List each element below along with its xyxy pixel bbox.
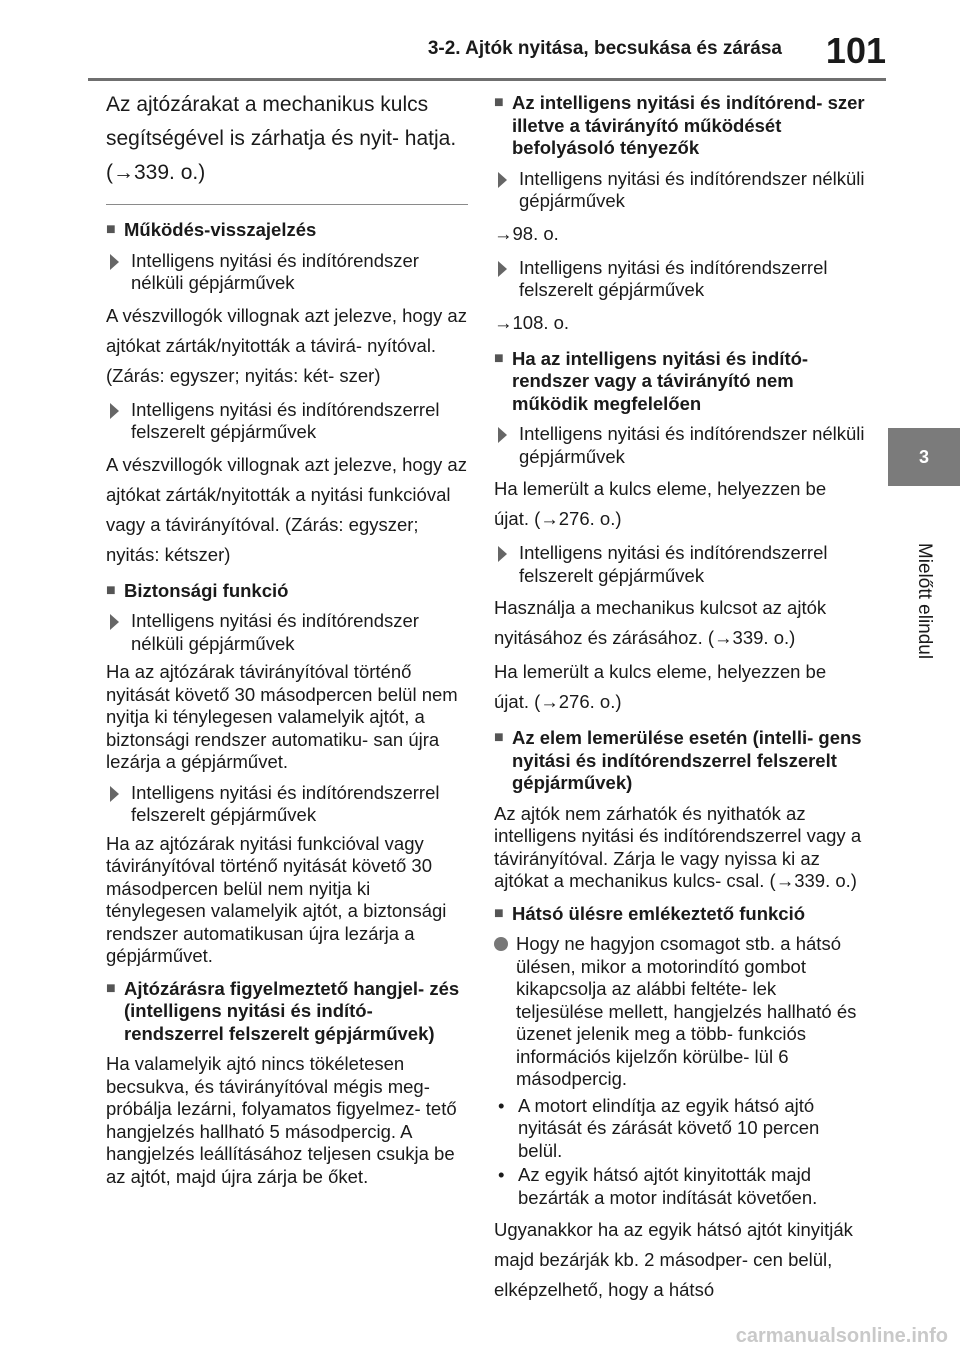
square-icon: ■ [106, 581, 116, 599]
paragraph: A vészvillogók villognak azt jelezve, hogy az ajtókat zárták/nyitották a távirá- nyítóval. (Zárás: egyszer; nyitás: két- szer) [106, 304, 467, 386]
chapter-label-text: Mielőtt elindul [914, 542, 936, 660]
triangle-right-icon [498, 261, 507, 277]
paragraph: Ugyanakkor ha az egyik hátsó ajtót kinyitják majd bezárják kb. 2 másodper- cen belül, elképzelhető, hogy a hátsó [494, 1219, 853, 1300]
page-reference[interactable]: →108. o. [494, 311, 570, 333]
paragraph: A vészvillogók villognak azt jelezve, hogy az ajtókat zárták/nyitották a nyitási funkcióval vagy a távirányítóval. (Zárás: egyszer; nyitás: kétszer) [106, 453, 467, 565]
section-heading: ■ Ha az intelligens nyitási és indító- rendszer vagy a távirányító nem működik megfelelően [494, 347, 809, 414]
subheading: Intelligens nyitási és indítórendszer nélküli gépjárművek [106, 610, 468, 655]
triangle-right-icon [110, 403, 119, 419]
chapter-number: 3 [918, 446, 929, 467]
right-column [494, 88, 866, 1309]
square-icon: ■ [494, 904, 504, 922]
paragraph: Ha valamelyik ajtó nincs tökéletesen becsukva, és távirányítóval mégis meg- próbálja lezárni, folyamatos figyelmez- tető hangjelzés hallható 5 másodpercig. A hangjelzés leállításához teljesen csukja be az ajtót, majd újra zárja be őket. [106, 1053, 457, 1187]
chapter-label [888, 496, 960, 706]
subheading: Intelligens nyitási és indítórendszer nélküli gépjárművek [494, 168, 866, 213]
section-heading: ■ Ajtózárásra figyelmeztető hangjel- zés (intelligens nyitási és indító- rendszerrel felszerelt gépjárművek) [106, 977, 460, 1044]
intro-text: Az ajtózárakat a mechanikus kulcs segítségével is zárhatja és nyit- hatja. (→339. o.) [106, 93, 457, 184]
paragraph: Az ajtók nem zárhatók és nyithatók az intelligens nyitási és indítórendszerrel vagy a távirányítóval. Zárja le vagy nyissa ki az ajtókat a mechanikus kulcs- csal. (→339. o.) [494, 802, 862, 891]
triangle-right-icon [110, 786, 119, 802]
section-heading: ■ Biztonsági funkció [106, 579, 289, 601]
subheading: Intelligens nyitási és indítórendszerrel felszerelt gépjárművek [106, 782, 468, 827]
left-column [106, 88, 468, 1194]
page-number: 101 [825, 30, 886, 71]
triangle-right-icon [498, 427, 507, 443]
subheading: Intelligens nyitási és indítórendszerrel felszerelt gépjárművek [106, 399, 468, 444]
list-item: • A motort elindítja az egyik hátsó ajtó nyitását és zárását követő 10 percen belül. [494, 1095, 866, 1163]
triangle-right-icon [498, 546, 507, 562]
paragraph: Ha az ajtózárak nyitási funkcióval vagy távirányítóval történő nyitását követő 30 másodpercen belül nem nyitja ki ténylegesen valamelyik ajtót, a biztonsági rendszer automatikusan újra lezárja a gépjárművet. [106, 832, 447, 966]
circle-bullet-icon [494, 937, 508, 951]
watermark: carmanualsonline.info [735, 1325, 948, 1347]
square-icon: ■ [494, 94, 504, 111]
square-icon: ■ [106, 979, 116, 997]
paragraph: Ha lemerült a kulcs eleme, helyezzen be újat. (→276. o.) [494, 661, 827, 712]
dot-marker: • [498, 1094, 505, 1116]
intro-divider [106, 204, 468, 205]
section-heading: ■ Az intelligens nyitási és indítórend- szer illetve a távirányító működését befolyásoló tényezők [494, 92, 865, 158]
section-title: 3-2. Ajtók nyitása, becsukása és zárása [427, 38, 782, 59]
paragraph: Használja a mechanikus kulcsot az ajtók nyitásához és zárásához. (→339. o.) [494, 597, 827, 648]
subheading: Intelligens nyitási és indítórendszerrel felszerelt gépjárművek [494, 257, 866, 302]
square-icon: ■ [494, 729, 504, 746]
paragraph: Ha lemerült a kulcs eleme, helyezzen be újat. (→276. o.) [494, 478, 827, 529]
square-icon: ■ [106, 221, 116, 238]
section-heading: ■ Az elem lemerülése esetén (intelli- gens nyitási és indítórendszerrel felszerelt gépjárművek) [494, 727, 862, 793]
section-heading: ■ Hátsó ülésre emlékeztető funkció [494, 902, 806, 924]
section-heading: ■ Működés-visszajelzés [106, 219, 317, 240]
chapter-tab[interactable] [888, 428, 960, 486]
triangle-right-icon [110, 254, 119, 270]
header-rule [88, 78, 886, 81]
triangle-right-icon [110, 614, 119, 630]
list-item: Hogy ne hagyjon csomagot stb. a hátsó ülésen, mikor a motorindító gombot kikapcsolja az alábbi feltéte- lek teljesülése mellett, hangjelzés hallható és üzenet jelenik meg a több- funkciós információs kijelzőn körülbe- lül 6 másodpercig. [494, 933, 866, 1091]
paragraph: Ha az ajtózárak távirányítóval történő nyitását követő 30 másodpercen belül nem nyitja ki ténylegesen valamelyik ajtót, a biztonsági rendszer automatiku- san újra lezárja a gépjárművet. [106, 661, 458, 772]
triangle-right-icon [498, 172, 507, 188]
dot-marker: • [498, 1164, 505, 1185]
subheading: Intelligens nyitási és indítórendszer nélküli gépjárművek [106, 250, 468, 295]
page-header [0, 0, 960, 80]
subheading: Intelligens nyitási és indítórendszer nélküli gépjárművek [494, 423, 866, 468]
list-item: • Az egyik hátsó ajtót kinyitották majd bezárták a motor indítását követően. [494, 1164, 866, 1209]
square-icon: ■ [494, 349, 504, 367]
page-reference[interactable]: →98. o. [494, 222, 559, 244]
subheading: Intelligens nyitási és indítórendszerrel felszerelt gépjárművek [494, 542, 866, 587]
